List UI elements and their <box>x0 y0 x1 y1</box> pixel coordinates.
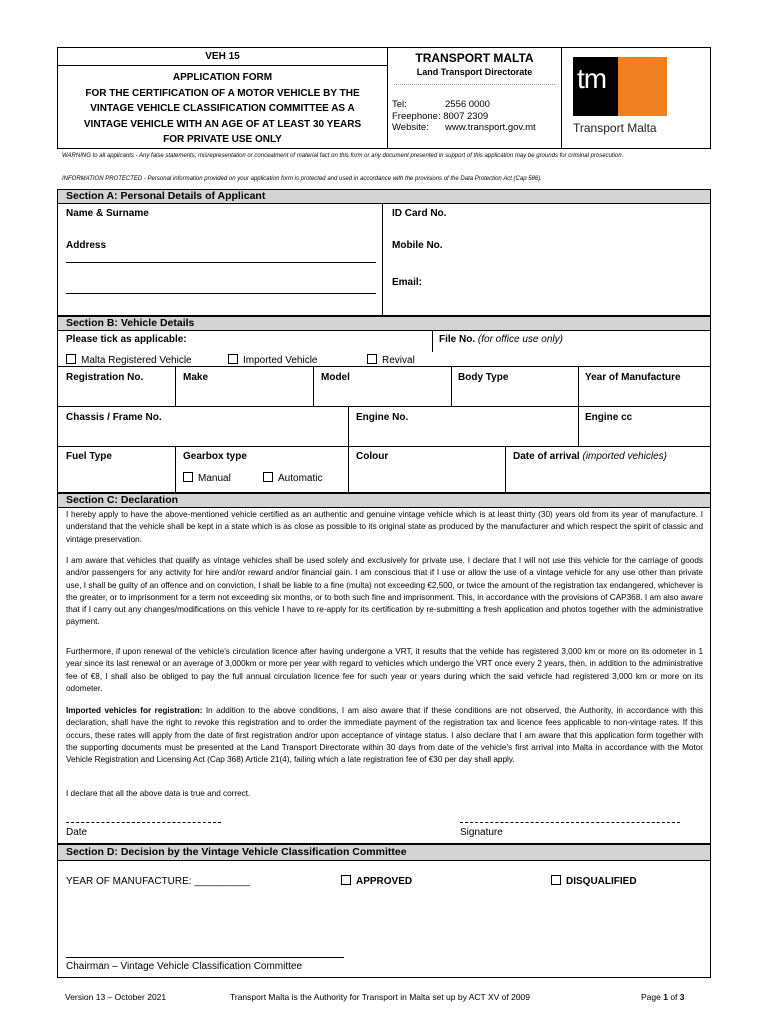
address-label: Address <box>66 240 107 251</box>
imported-heading: Imported vehicles for registration: <box>66 706 203 715</box>
page-total: 3 <box>679 992 685 1002</box>
arrival-label: Date of arrival <box>513 451 580 462</box>
chassis-label: Chassis / Frame No. <box>66 412 162 423</box>
checkbox-icon[interactable] <box>263 472 273 482</box>
col-divider <box>348 446 349 492</box>
section-c-title: Section C: Declaration <box>58 494 710 508</box>
row-divider <box>58 366 710 367</box>
dotted-divider <box>394 84 555 85</box>
checkbox-icon[interactable] <box>551 875 561 885</box>
declaration-paragraph-5: I declare that all the above data is true and correct. <box>66 789 251 798</box>
id-card-label: ID Card No. <box>392 208 447 219</box>
section-d-title: Section D: Decision by the Vintage Vehicle Classification Committee <box>58 845 710 861</box>
checkbox-icon[interactable] <box>183 472 193 482</box>
declaration-paragraph-2: I am aware that vehicles that qualify as vintage vehicles shall be used solely and exclusively for private use. I declare that I will not use this vehicle for the carriage of goods and/or passengers for any activity for hire and/or reward and/or financial gain. I am conscious that if I use or allow the use of a vintage vehicle for any use other than private use, I shall be guilty of an offence and on conviction, I shall be liable to a fine (multa) not exceeding €2,500, or twice the amount of the registration tax endangered, whichever is the greater, or to imprisonment for a term not exceeding six months, or to both such fine and imprisonment. This, in accordance with the provisions of CAP368. I am also aware that if I carry out any changes/modifications on this vehicle I have to re-apply for its certification by re-submitting a fresh application and photos together with the administrative payment. <box>66 556 703 627</box>
email-label: Email: <box>392 277 423 288</box>
footer-page <box>641 992 685 1002</box>
option-manual[interactable] <box>183 472 231 484</box>
page-of: of <box>667 992 680 1002</box>
date-line[interactable] <box>66 822 221 823</box>
section-b-title: Section B: Vehicle Details <box>58 317 710 331</box>
tick-instruction: Please tick as applicable: <box>66 334 187 345</box>
option-automatic-label: Automatic <box>278 473 323 484</box>
freephone-value: 8007 2309 <box>443 110 489 122</box>
declaration-paragraph-1: I hereby apply to have the above-mentioned vehicle certified as an authentic and genuine vintage vehicle which is at least thirty (30) years old from its year of manufacture. I understand that the vehicle shall be kept in a state which is as close as possible to its original state as produced by the manufacturer and which respect the spirit of classic and vintage preservation. <box>66 510 703 544</box>
option-revival[interactable] <box>367 354 415 366</box>
chairman-signature-line[interactable] <box>66 957 344 958</box>
file-divider <box>432 331 433 352</box>
registration-label: Registration No. <box>66 372 144 383</box>
website-label: Website: <box>392 122 429 133</box>
option-malta-label: Malta Registered Vehicle <box>81 355 192 366</box>
body-type-label: Body Type <box>458 372 509 383</box>
info-notice: INFORMATION PROTECTED - Personal information provided on your application form is protected and used in accordance with the provisions of the Data Protection Act (Cap 586). <box>62 176 542 182</box>
form-title: APPLICATION FORM FOR THE CERTIFICATION OF A MOTOR VEHICLE BY THE VINTAGE VEHICLE CLASSIFICATION COMMITTEE AS A VINTAGE VEHICLE WITH AN AGE OF AT LEAST 30 YEARS FOR PRIVATE USE ONLY <box>83 72 362 145</box>
checkbox-icon[interactable] <box>367 354 377 364</box>
org-name: TRANSPORT MALTA <box>415 51 534 65</box>
arrival-field <box>513 451 667 462</box>
col-divider <box>348 406 349 446</box>
option-automatic[interactable] <box>263 472 322 484</box>
tel-label: Tel: <box>392 99 407 110</box>
row-divider <box>58 446 710 447</box>
declaration-paragraph-3: Furthermore, if upon renewal of the vehicle’s circulation licence after having undergone a VRT, it results that the vehide has registered 3,000 km or more on its odometer in 1 year since its last renewal or an average of 3,000km or more per year with regard to vehicles which undergo the VRT once every 2 years, then, in addition to the administrative fee of €8, I shall also be obliged to pay the full annual circulation licence fee for such year or years during which the said vehicle had registered 3,000 km or more on its odometer. <box>66 647 703 693</box>
signature-line[interactable] <box>460 822 680 823</box>
name-label: Name & Surname <box>66 208 149 219</box>
address-line-1[interactable] <box>66 262 376 263</box>
address-line-2[interactable] <box>66 293 376 294</box>
col-divider <box>175 446 176 492</box>
org-contact-cell <box>388 48 562 148</box>
contact-block <box>392 99 536 134</box>
engine-no-label: Engine No. <box>356 412 409 423</box>
fuel-label: Fuel Type <box>66 451 112 462</box>
footer-authority: Transport Malta is the Authority for Transport in Malta set up by ACT XV of 2009 <box>230 992 531 1002</box>
freephone-label: Freephone: <box>392 110 441 122</box>
col-divider <box>578 366 579 406</box>
colour-label: Colour <box>356 451 389 462</box>
file-no-label: File No. <box>439 334 476 345</box>
date-label: Date <box>66 827 88 838</box>
section-a-title: Section A: Personal Details of Applicant <box>58 190 710 204</box>
mobile-label: Mobile No. <box>392 240 443 251</box>
logo-tm-text: tm <box>577 63 607 94</box>
section-d <box>57 844 711 978</box>
approved-option[interactable] <box>341 875 412 887</box>
chairman-label: Chairman – Vintage Vehicle Classification Committee <box>66 961 303 972</box>
checkbox-icon[interactable] <box>66 354 76 364</box>
transport-malta-logo <box>573 57 702 145</box>
col-divider <box>505 446 506 492</box>
option-revival-label: Revival <box>382 355 415 366</box>
make-label: Make <box>183 372 209 383</box>
logo-name: Transport Malta <box>573 121 657 135</box>
option-imported[interactable] <box>228 354 318 366</box>
model-label: Model <box>321 372 350 383</box>
form-header <box>57 47 711 149</box>
approved-label: APPROVED <box>356 876 413 887</box>
disqualified-option[interactable] <box>551 875 637 887</box>
option-malta[interactable] <box>66 354 192 366</box>
file-no-note: (for office use only) <box>477 334 563 345</box>
col-divider <box>175 366 176 406</box>
option-manual-label: Manual <box>198 473 231 484</box>
checkbox-icon[interactable] <box>341 875 351 885</box>
arrival-note: (imported vehicles) <box>582 451 667 462</box>
col-divider <box>313 366 314 406</box>
col-divider <box>451 366 452 406</box>
column-divider <box>382 204 383 315</box>
section-b <box>57 316 711 493</box>
declaration-paragraph-4 <box>66 705 703 766</box>
checkbox-icon[interactable] <box>228 354 238 364</box>
col-divider <box>578 406 579 446</box>
year-label: Year of Manufacture <box>585 372 681 383</box>
signature-label: Signature <box>460 827 503 838</box>
disqualified-label: DISQUALIFIED <box>566 876 637 887</box>
form-code: VEH 15 <box>58 48 387 66</box>
website-link[interactable]: www.transport.gov.mt <box>445 122 536 133</box>
directorate: Land Transport Directorate <box>416 67 533 77</box>
engine-cc-label: Engine cc <box>585 412 633 423</box>
tel-value: 2556 0000 <box>445 99 490 110</box>
section-c <box>57 493 711 844</box>
form-title-cell <box>58 48 388 148</box>
year-of-manufacture-field[interactable]: YEAR OF MANUFACTURE: __________ <box>66 876 250 887</box>
option-imported-label: Imported Vehicle <box>243 355 318 366</box>
row-divider <box>58 406 710 407</box>
file-no-field <box>439 334 563 345</box>
page-prefix: Page <box>641 992 664 1002</box>
warning-notice: WARNING to all applicants - Any false statements, misrepresentation or concealment of material fact on this form or any document presented in support of this application may be grounds for criminal prosecution. <box>62 153 624 159</box>
imported-text: In addition to the above conditions, I am also aware that if these conditions are not observed, the Authority, in accordance with this declaration, shall have the right to revoke this registration and to order the immediate payment of the registration tax and licence fees applicable to non-vintage rates. If this occurs, these rates will apply from the date of first registration and/or upon acceptance of vintage status. I also declare that I am aware that this application form together with the supporting documents must be presented at the Land Transport Directorate within 30 days from date of the vehicle’s first arrival into Malta in accordance with the Motor Vehicle Registration and Licensing Act (Cap 368) Article 21(4), failing which a late registration fee of €30 per day shall apply. <box>66 706 703 765</box>
page-number: 1 <box>663 992 668 1002</box>
logo-orange-block <box>618 57 667 116</box>
footer-version: Version 13 – October 2021 <box>65 992 167 1002</box>
gearbox-label: Gearbox type <box>183 451 247 462</box>
section-a <box>57 189 711 316</box>
